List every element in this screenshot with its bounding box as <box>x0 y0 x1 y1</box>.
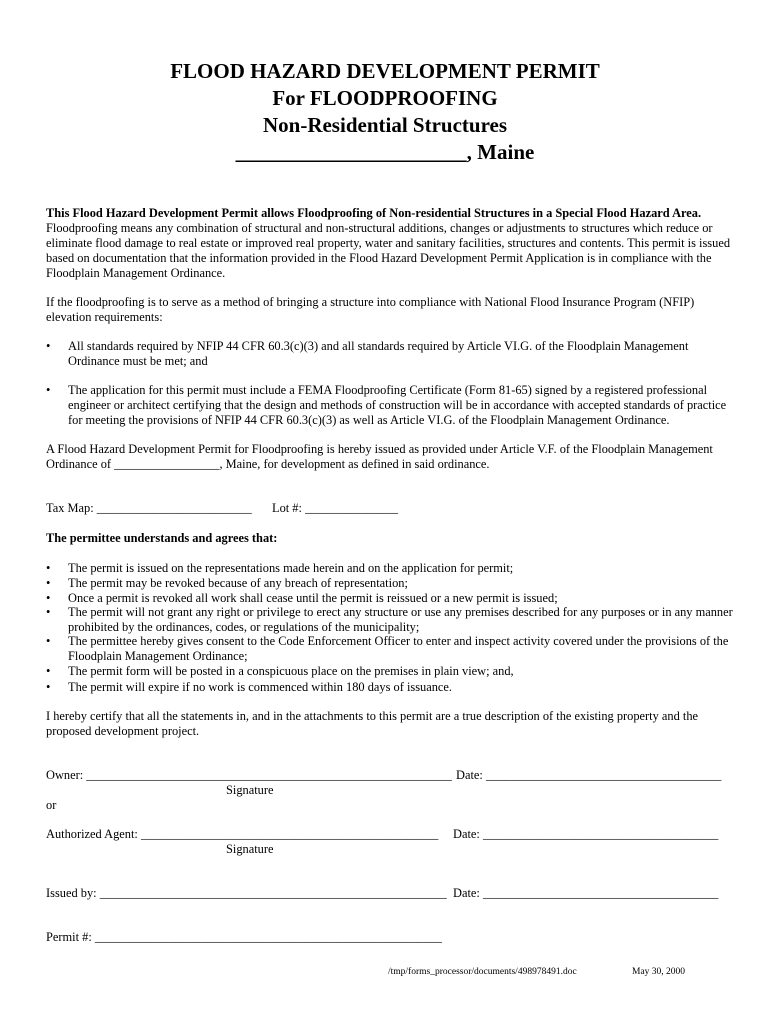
lot-field[interactable] <box>272 501 398 516</box>
agent-label: Authorized Agent: <box>46 827 138 841</box>
issued-by-field[interactable] <box>46 886 447 901</box>
permit-number-label: Permit #: <box>46 930 92 944</box>
agreement-heading: The permittee understands and agrees that: <box>46 531 278 545</box>
footer-date: May 30, 2000 <box>632 967 686 977</box>
bullet-icon: • <box>46 591 51 605</box>
agent-signature-blank[interactable]: ________________________________________________ <box>141 827 439 841</box>
lot-label: Lot #: <box>272 501 302 515</box>
footer-document-path: /tmp/forms_processor/documents/498978491.doc <box>388 967 577 977</box>
agent-signature-field[interactable] <box>46 827 438 842</box>
owner-label: Owner: <box>46 768 84 782</box>
owner-signature-blank[interactable]: ___________________________________________________________ <box>86 768 452 782</box>
nfip-bullet-text: The application for this permit must include a FEMA Floodproofing Certificate (Form 81-65) signed by a registered professional engineer or architect certifying that the design and methods of construction will be in accordance with accepted standards of practice for meeting the provisions of NFIP 44 CFR 60.3(c)(3) as well as Article VI.G. of the Floodplain Management Ordinance. <box>68 383 727 427</box>
tax-map-blank[interactable]: _________________________ <box>96 501 252 515</box>
agreement-bullet-text: The permit may be revoked because of any breach of representation; <box>68 576 408 590</box>
permit-number-blank[interactable]: ________________________________________________________ <box>94 930 442 944</box>
agreement-bullet-text: The permit form will be posted in a conspicuous place on the premises in plain view; and, <box>68 664 514 678</box>
owner-date-blank[interactable]: ______________________________________ <box>485 768 722 782</box>
agent-date-blank[interactable]: ______________________________________ <box>482 827 719 841</box>
bullet-icon: • <box>46 680 51 694</box>
agreement-bullet-text: Once a permit is revoked all work shall cease until the permit is reissued or a new permit is issued; <box>68 591 558 605</box>
agreement-bullet-text: The permit will not grant any right or privilege to erect any structure or use any premises described for any purposes or in any manner prohibited by the ordinances, codes, or regulations of the municipality; <box>68 605 733 634</box>
intro-paragraph <box>46 206 736 281</box>
lot-blank[interactable]: _______________ <box>305 501 398 515</box>
owner-date-field[interactable] <box>456 768 721 783</box>
intro-bold-sentence: This Flood Hazard Development Permit allows Floodproofing of Non-residential Structures in a Special Flood Hazard Area. <box>46 206 702 220</box>
intro-text: Floodproofing means any combination of structural and non-structural additions, changes or adjustments to structures which reduce or eliminate flood damage to real estate or improved real property, water and sanitary facilities, structures and contents. This permit is issued based on documentation that the information provided in the Flood Hazard Development Permit Application is in compliance with the Floodplain Management Ordinance. <box>46 221 731 280</box>
owner-date-label: Date: <box>456 768 483 782</box>
issued-by-blank[interactable]: ________________________________________________________ <box>99 886 447 900</box>
owner-signature-field[interactable] <box>46 768 452 783</box>
certification-statement: I hereby certify that all the statements in, and in the attachments to this permit are a true description of the existing property and the proposed development project. <box>46 709 699 738</box>
municipality-blank-heading[interactable]: ______________________, Maine <box>235 140 535 164</box>
or-text: or <box>46 798 57 812</box>
bullet-icon: • <box>46 383 51 397</box>
agreement-bullet-text: The permittee hereby gives consent to the Code Enforcement Officer to enter and inspect activity covered under the provisions of the Floodplain Management Ordinance; <box>68 634 729 663</box>
form-subtitle: For FLOODPROOFING <box>272 86 498 110</box>
nfip-bullet-text: All standards required by NFIP 44 CFR 60.3(c)(3) and all standards required by Article VI.G. of the Floodplain Management Ordinance must be met; and <box>68 339 689 368</box>
bullet-icon: • <box>46 664 51 678</box>
bullet-icon: • <box>46 561 51 575</box>
issued-by-label: Issued by: <box>46 886 97 900</box>
agreement-bullet-text: The permit is issued on the representations made herein and on the application for permit; <box>68 561 514 575</box>
bullet-icon: • <box>46 339 51 353</box>
agent-date-field[interactable] <box>453 827 718 842</box>
tax-map-label: Tax Map: <box>46 501 94 515</box>
bullet-icon: • <box>46 576 51 590</box>
issued-date-blank[interactable]: ______________________________________ <box>482 886 719 900</box>
permit-number-field[interactable] <box>46 930 442 945</box>
owner-signature-caption: Signature <box>226 783 274 797</box>
nfip-intro: If the floodproofing is to serve as a method of bringing a structure into compliance with National Flood Insurance Program (NFIP) elevation requirements: <box>46 295 695 324</box>
issued-statement: A Flood Hazard Development Permit for Floodproofing is hereby issued as provided under Article V.F. of the Floodplain Management Ordinance of _________________, Maine, for development as defined in said ordinance. <box>46 442 713 471</box>
agent-signature-caption: Signature <box>226 842 274 856</box>
bullet-icon: • <box>46 634 51 648</box>
bullet-icon: • <box>46 605 51 619</box>
agreement-bullet-text: The permit will expire if no work is commenced within 180 days of issuance. <box>68 680 453 694</box>
issued-date-field[interactable] <box>453 886 718 901</box>
form-title: FLOOD HAZARD DEVELOPMENT PERMIT <box>170 59 600 83</box>
agent-date-label: Date: <box>453 827 480 841</box>
issued-date-label: Date: <box>453 886 480 900</box>
tax-map-field[interactable] <box>46 501 252 516</box>
form-subtitle-structures: Non-Residential Structures <box>262 113 508 137</box>
